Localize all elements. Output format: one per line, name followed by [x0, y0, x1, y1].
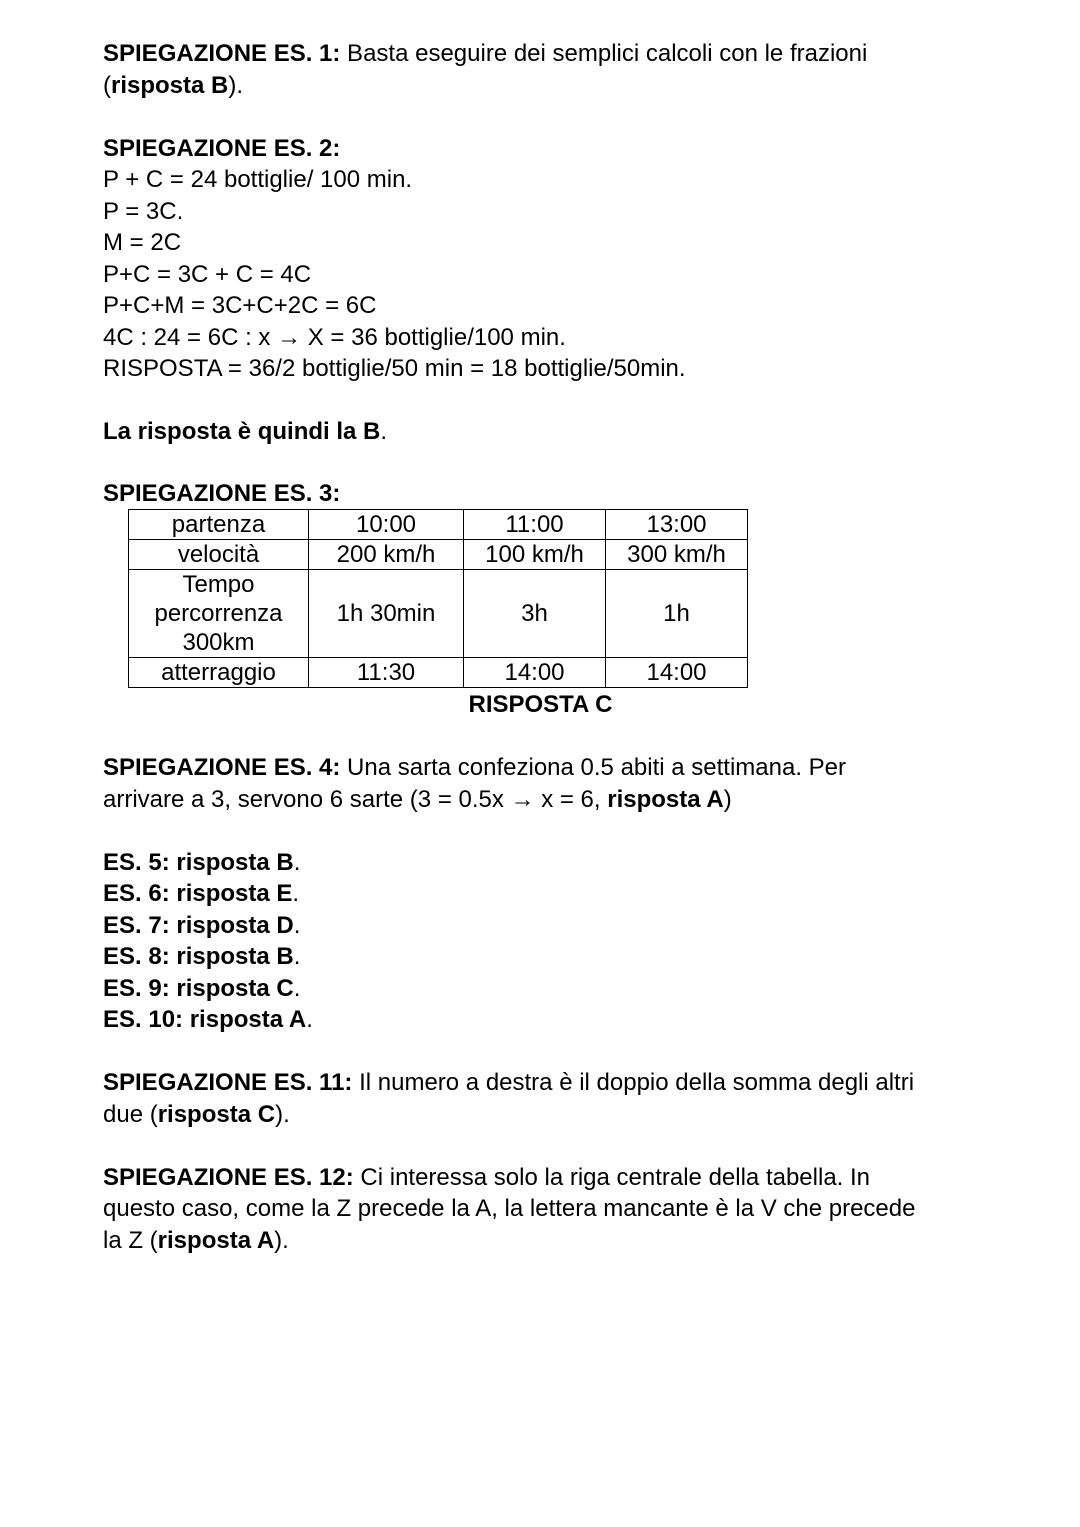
es11-line-2 — [103, 1099, 1003, 1131]
es4-line-2 — [103, 784, 1003, 816]
es2-line: RISPOSTA = 36/2 bottiglie/50 min = 18 bottiglie/50min. — [103, 355, 686, 382]
explanation-es12 — [103, 1162, 1003, 1257]
explanation-es1 — [103, 38, 1003, 101]
table-cell: 13:00 — [606, 510, 748, 540]
es12-line-2: questo caso, come la Z precede la A, la lettera mancante è la V che precede — [103, 1195, 916, 1222]
spacer — [103, 385, 1003, 417]
table-cell: 11:30 — [309, 658, 464, 688]
cell-line: Tempo — [182, 571, 255, 598]
quick-answer-label: ES. 8: risposta B — [103, 943, 294, 970]
es2-conclusion — [103, 416, 1003, 448]
es1-line-1 — [103, 38, 1003, 70]
table-cell: partenza — [129, 510, 309, 540]
es2-label: SPIEGAZIONE ES. 2: — [103, 134, 341, 162]
table-row — [129, 510, 748, 540]
spacer — [103, 815, 1003, 847]
es11-text-1: Il numero a destra è il doppio della somma degli altri — [352, 1069, 915, 1096]
spacer — [103, 721, 1003, 753]
es4-label: SPIEGAZIONE ES. 4: — [103, 754, 341, 781]
list-item — [103, 910, 1003, 942]
quick-answer-period: . — [293, 974, 301, 1002]
document-page — [103, 38, 1003, 1256]
list-item — [103, 1004, 1003, 1036]
es1-text: Basta eseguire dei semplici calcoli con le frazioni — [340, 40, 868, 67]
es2-line: P+C = 3C + C = 4C — [103, 260, 312, 288]
table-cell: 1h 30min — [309, 570, 464, 658]
es12-line-1 — [103, 1162, 1003, 1194]
spacer — [103, 101, 1003, 133]
table-row — [129, 540, 748, 570]
quick-answer-period: . — [292, 880, 300, 907]
es4-text-1: Una sarta confeziona 0.5 abiti a settimana. Per — [340, 754, 847, 781]
table-cell: 14:00 — [464, 658, 606, 688]
cell-line: percorrenza — [154, 600, 283, 627]
cell-line: 300km — [182, 629, 255, 656]
table-cell: 10:00 — [309, 510, 464, 540]
table-cell: 300 km/h — [606, 540, 748, 570]
es11-line-1 — [103, 1067, 1003, 1099]
quick-answer-period: . — [306, 1006, 313, 1033]
quick-answer-period: . — [293, 911, 301, 939]
es2-line: 4C : 24 = 6C : x → X = 36 bottiglie/100 min. — [103, 323, 566, 351]
es1-answer: risposta B — [111, 71, 229, 99]
quick-answer-label: ES. 10: risposta A — [103, 1006, 307, 1033]
table-row — [129, 658, 748, 688]
quick-answer-label: ES. 5: risposta B — [103, 848, 294, 876]
es3-answer: RISPOSTA C — [468, 691, 613, 718]
list-item — [103, 941, 1003, 973]
es3-label: SPIEGAZIONE ES. 3: — [103, 480, 341, 507]
table-cell: 200 km/h — [309, 540, 464, 570]
quick-answers — [103, 847, 1003, 1036]
es11-answer: risposta C — [157, 1100, 276, 1128]
es2-conclusion-text: La risposta è quindi la B — [103, 418, 381, 445]
es12-label: SPIEGAZIONE ES. 12: — [103, 1163, 354, 1191]
list-item — [103, 973, 1003, 1005]
explanation-es3 — [103, 479, 1003, 721]
table-cell: atterraggio — [129, 658, 309, 688]
flight-table — [128, 509, 748, 688]
table-cell: 14:00 — [606, 658, 748, 688]
es12-line-3 — [103, 1225, 1003, 1257]
table-cell: 100 km/h — [464, 540, 606, 570]
es4-text-2: arrivare a 3, servono 6 sarte (3 = 0.5x → x = 6, — [103, 785, 608, 813]
es2-line: P = 3C. — [103, 197, 184, 225]
es4-close-paren: ) — [723, 785, 732, 813]
spacer — [103, 1036, 1003, 1068]
es12-text-3: la Z ( — [103, 1226, 158, 1254]
table-row — [129, 570, 748, 658]
es1-label: SPIEGAZIONE ES. 1: — [103, 40, 341, 67]
quick-answer-label: ES. 7: risposta D — [103, 911, 294, 939]
table-cell: 3h — [464, 570, 606, 658]
es11-close-paren: ). — [275, 1100, 290, 1128]
quick-answer-label: ES. 9: risposta C — [103, 974, 294, 1002]
es12-text-1: Ci interessa solo la riga centrale della tabella. In — [353, 1163, 871, 1191]
quick-answer-period: . — [293, 943, 301, 970]
table-cell: velocità — [129, 540, 309, 570]
es11-label: SPIEGAZIONE ES. 11: — [103, 1069, 353, 1096]
es2-line: M = 2C — [103, 229, 182, 256]
es4-line-1 — [103, 752, 1003, 784]
table-cell: 11:00 — [464, 510, 606, 540]
es2-line: P+C+M = 3C+C+2C = 6C — [103, 292, 377, 319]
table-cell — [129, 570, 309, 658]
list-item — [103, 878, 1003, 910]
quick-answer-label: ES. 6: risposta E — [103, 880, 293, 907]
explanation-es11 — [103, 1067, 1003, 1130]
es1-close-paren: ). — [228, 71, 244, 99]
es1-line-2 — [103, 70, 1003, 102]
quick-answer-period: . — [293, 848, 301, 876]
es1-open-paren: ( — [103, 71, 111, 99]
es11-text-2: due ( — [103, 1100, 158, 1128]
es12-close-paren: ). — [274, 1226, 289, 1254]
list-item — [103, 847, 1003, 879]
spacer — [103, 448, 1003, 480]
es4-answer: risposta A — [607, 785, 724, 813]
explanation-es4 — [103, 752, 1003, 815]
es2-line: P + C = 24 bottiglie/ 100 min. — [103, 166, 413, 193]
es12-answer: risposta A — [157, 1226, 275, 1254]
es2-conclusion-period: . — [380, 418, 388, 445]
explanation-es2 — [103, 133, 1003, 385]
table-cell: 1h — [606, 570, 748, 658]
spacer — [103, 1130, 1003, 1162]
